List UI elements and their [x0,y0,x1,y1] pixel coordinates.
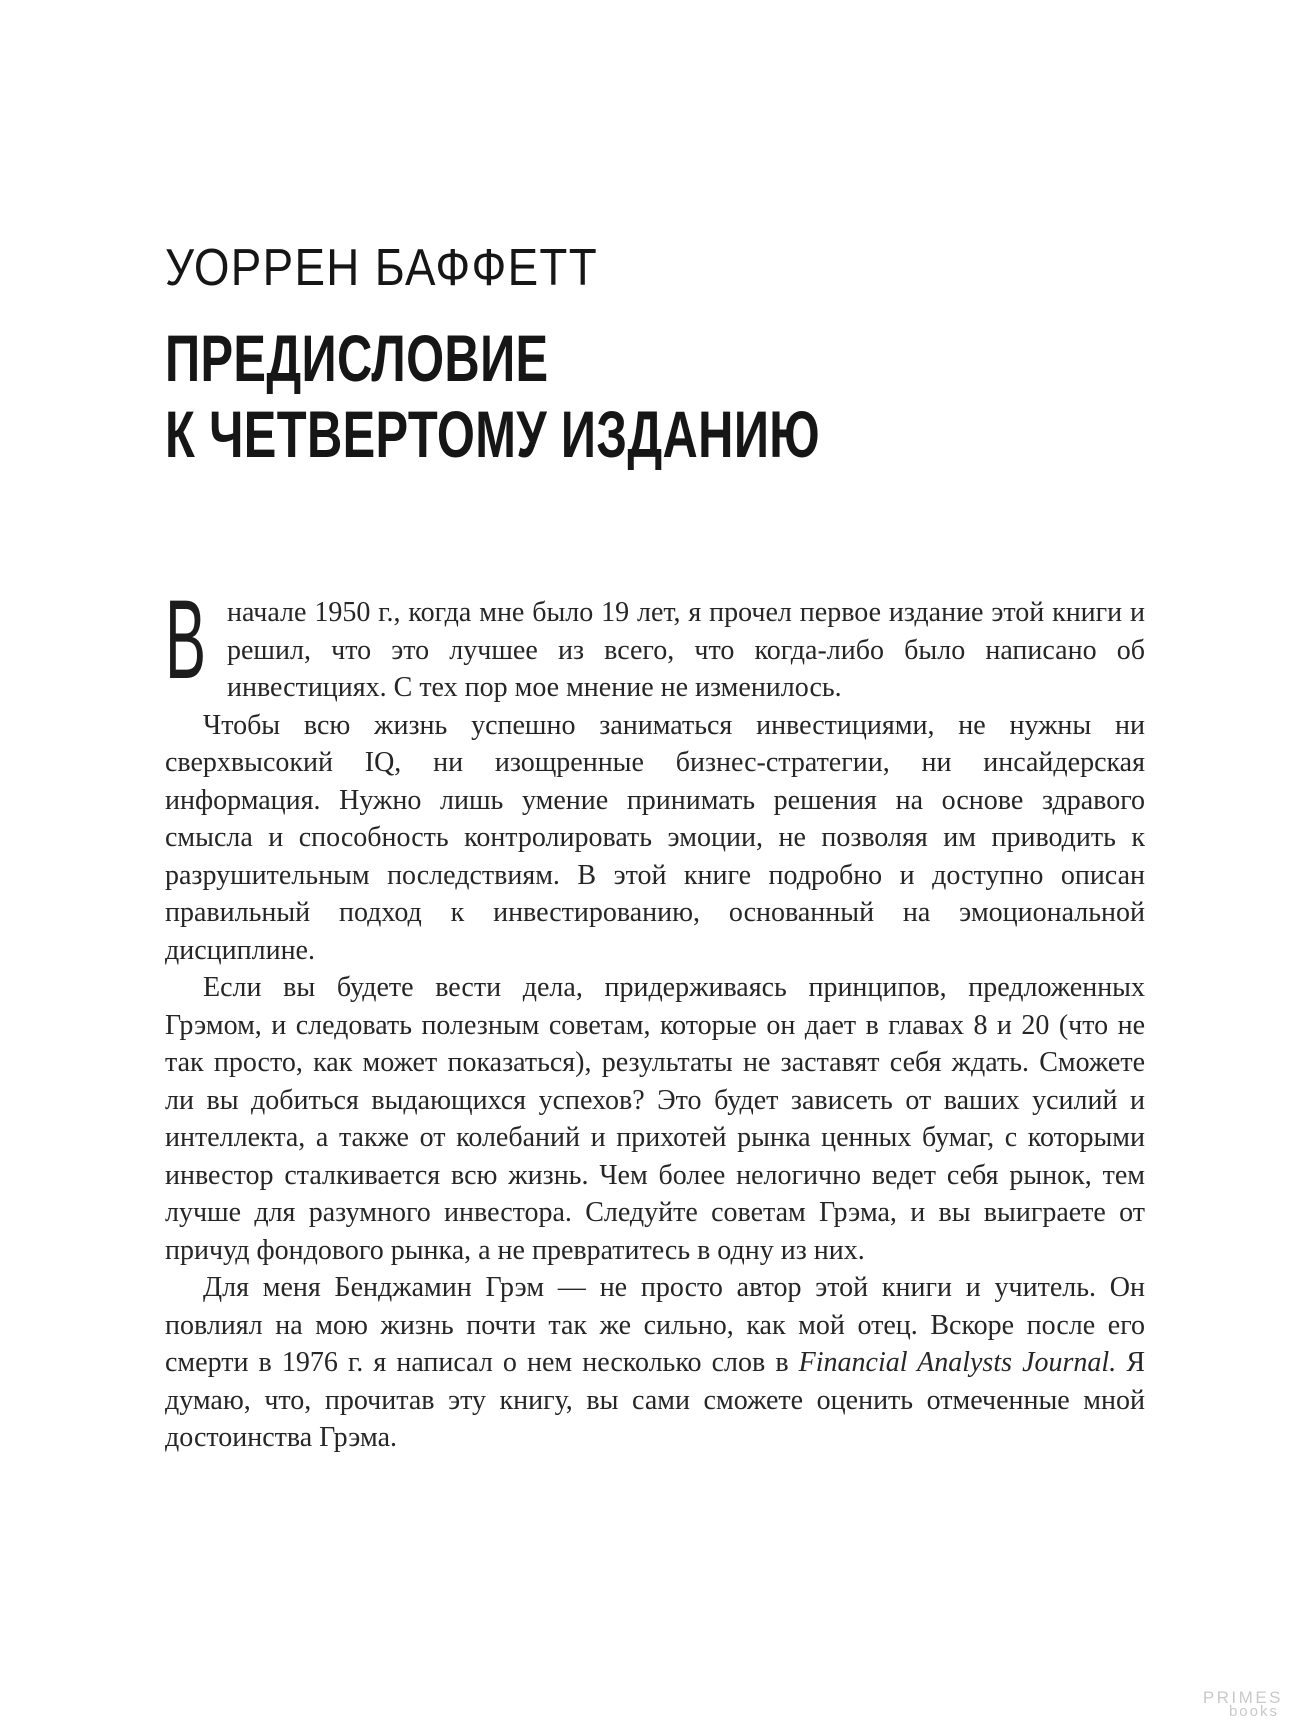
chapter-title-line-1 [165,320,1145,396]
drop-cap: В [165,577,207,702]
journal-name-italic: Financial Analysts Journal. [798,1347,1117,1378]
paragraph-4-text-end: Я думаю, что, прочитав эту книгу, вы сами сможете оценить отмеченные мной достоинства Грэма. [165,1347,1145,1453]
paragraph-4-text-start: Для меня Бенджамин Грэм — не просто автор этой книги и учитель. Он повлиял на мою жизнь почти так же сильно, как мой отец. Вскоре после его смерти в 1976 г. я написал о нем несколько слов в [165,1272,1145,1378]
paragraph-1-text: начале 1950 г., когда мне было 19 лет, я прочел первое издание этой книги и решил, что это лучшее из всего, что когда-либо было написано об инвестициях. С тех пор мое мнение не изменилось. [227,597,1145,703]
paragraph-3: Если вы будете вести дела, придерживаясь принципов, предложенных Грэмом, и следовать полезным советам, которые он дает в главах 8 и 20 (что не так просто, как может показаться), результаты не заставят себя ждать. Сможете ли вы добиться выдающихся успехов? Это будет зависеть от ваших усилий и интеллекта, а также от колебаний и прихотей рынка ценных бумаг, с которыми инвестор сталкивается всю жизнь. Чем более нелогично ведет себя рынок, тем лучше для разумного инвестора. Следуйте советам Грэма, и вы выиграете от причуд фондового рынка, а не превратитесь в одну из них. [165,972,1145,1266]
author-name [165,239,1145,297]
chapter-title-line-2 [165,396,1145,472]
watermark-primes: PRIMES [1202,1688,1283,1707]
paragraph-2: Чтобы всю жизнь успешно заниматься инвестициями, не нужны ни сверхвысокий IQ, ни изощренные бизнес-стратегии, ни инсайдерская информация. Нужно лишь умение принимать решения на основе здравого смысла и способность контролировать эмоции, не позволяя им приводить к разрушительным последствиям. В этой книге подробно и доступно описан правильный подход к инвестированию, основанный на эмоциональной дисциплине. [165,709,1145,966]
publisher-watermark [1203,1690,1283,1719]
chapter-title-line-1-text: ПРЕДИСЛОВИЕ [165,321,549,395]
author-name-text: УОРРЕН БАФФЕТТ [165,239,598,297]
chapter-header [165,239,1145,472]
watermark-books: books [1228,1703,1279,1720]
body-text [165,577,1145,1457]
paragraph-1 [165,577,1145,707]
page-content [165,239,1145,1457]
paragraph-4 [165,1269,1145,1457]
chapter-title-line-2-text: К ЧЕТВЕРТОМУ ИЗДАНИЮ [165,397,821,471]
